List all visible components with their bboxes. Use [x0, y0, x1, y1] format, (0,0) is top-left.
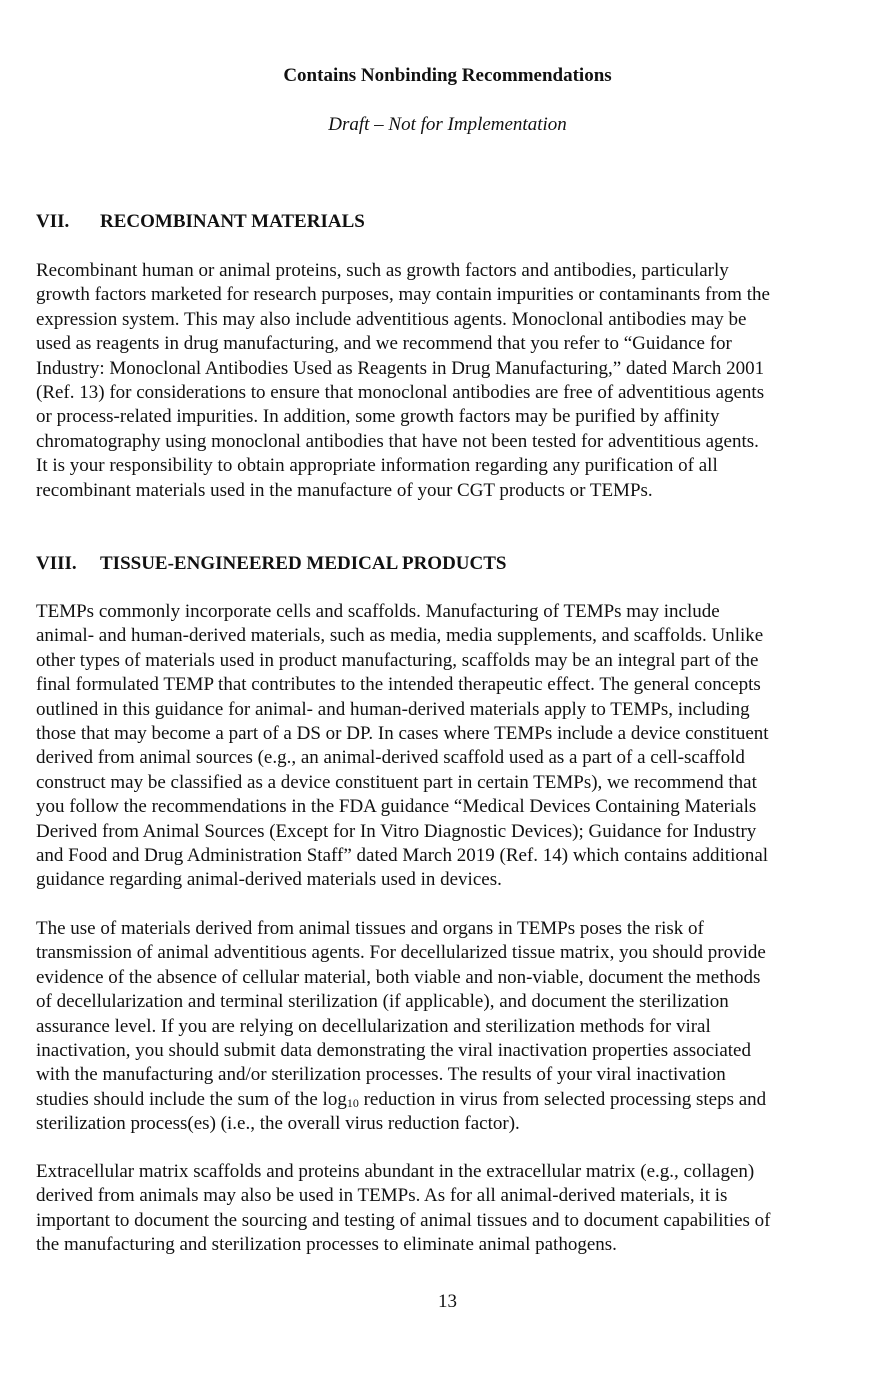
paragraph-recombinant-materials [36, 259, 770, 503]
paragraph-line: guidance regarding animal-derived materials used in devices. [36, 869, 502, 891]
paragraph-line: It is your responsibility to obtain appropriate information regarding any purification of all [36, 455, 718, 477]
page-number: 13 [438, 1291, 457, 1312]
paragraph-line: growth factors marketed for research purposes, may contain impurities or contaminants from the [36, 284, 770, 306]
paragraph-line: chromatography using monoclonal antibodies that have not been tested for adventitious agents. [36, 430, 759, 452]
paragraph-line: construct may be classified as a device constituent part in certain TEMPs), we recommend that [36, 771, 757, 793]
paragraph-line-log10 [36, 1088, 766, 1112]
paragraph-line: you follow the recommendations in the FDA guidance “Medical Devices Containing Materials [36, 796, 757, 818]
paragraph-line: animal- and human-derived materials, such as media, media supplements, and scaffolds. Unlike [36, 625, 764, 647]
paragraph-line: evidence of the absence of cellular material, both viable and non-viable, document the methods [36, 966, 761, 988]
paragraph-line: recombinant materials used in the manufacture of your CGT products or TEMPs. [36, 479, 653, 501]
paragraph-line: used as reagents in drug manufacturing, and we recommend that you refer to “Guidance for [36, 333, 732, 355]
paragraph-line: outlined in this guidance for animal- and human-derived materials apply to TEMPs, including [36, 698, 750, 720]
paragraph-line: sterilization process(es) (i.e., the overall virus reduction factor). [36, 1113, 520, 1135]
paragraph-extracellular-matrix [36, 1160, 771, 1258]
header-subtitle: Draft – Not for Implementation [328, 114, 567, 135]
log-line-after: reduction in virus from selected processing steps and [358, 1088, 767, 1110]
paragraph-line: TEMPs commonly incorporate cells and scaffolds. Manufacturing of TEMPs may include [36, 601, 720, 622]
paragraph-line: (Ref. 13) for considerations to ensure that monoclonal antibodies are free of adventitious agents [36, 381, 765, 403]
section-heading-vii [36, 210, 365, 234]
paragraph-line: other types of materials used in product manufacturing, scaffolds may be an integral part of the [36, 649, 759, 671]
paragraph-line: important to document the sourcing and testing of animal tissues and to document capabilities of [36, 1209, 771, 1231]
paragraph-line: derived from animals may also be used in TEMPs. As for all animal-derived materials, it is [36, 1185, 728, 1207]
paragraph-line: those that may become a part of a DS or DP. In cases where TEMPs include a device constituent [36, 722, 769, 744]
paragraph-line: or process-related impurities. In addition, some growth factors may be purified by affinity [36, 406, 720, 428]
section-title: TISSUE-ENGINEERED MEDICAL PRODUCTS [100, 553, 507, 574]
paragraph-line: assurance level. If you are relying on decellularization and sterilization methods for viral [36, 1015, 711, 1037]
section-number: VII. [36, 211, 70, 232]
paragraph-line: Recombinant human or animal proteins, such as growth factors and antibodies, particularly [36, 260, 729, 281]
paragraph-line: of decellularization and terminal sterilization (if applicable), and document the sterilization [36, 991, 729, 1013]
section-title: RECOMBINANT MATERIALS [100, 211, 365, 232]
header-title: Contains Nonbinding Recommendations [283, 65, 612, 86]
paragraph-adventitious-agents [36, 917, 766, 1137]
paragraph-line: final formulated TEMP that contributes to the intended therapeutic effect. The general concepts [36, 674, 761, 696]
paragraph-line: with the manufacturing and/or sterilization processes. The results of your viral inactivation [36, 1064, 726, 1086]
paragraph-line: The use of materials derived from animal tissues and organs in TEMPs poses the risk of [36, 918, 704, 939]
paragraph-line: inactivation, you should submit data demonstrating the viral inactivation properties associated [36, 1039, 751, 1061]
log-subscript: 10 [346, 1095, 359, 1110]
paragraph-line: the manufacturing and sterilization processes to eliminate animal pathogens. [36, 1234, 617, 1256]
paragraph-line: Extracellular matrix scaffolds and proteins abundant in the extracellular matrix (e.g., collagen) [36, 1161, 755, 1182]
section-number: VIII. [36, 553, 77, 574]
paragraph-line: expression system. This may also include adventitious agents. Monoclonal antibodies may be [36, 308, 747, 330]
paragraph-line: and Food and Drug Administration Staff” dated March 2019 (Ref. 14) which contains additional [36, 844, 769, 866]
log-line-before: studies should include the sum of the log [36, 1088, 347, 1110]
paragraph-temps-overview [36, 600, 769, 893]
section-heading-viii [36, 552, 506, 576]
paragraph-line: Derived from Animal Sources (Except for In Vitro Diagnostic Devices); Guidance for Industry [36, 820, 757, 842]
paragraph-line: transmission of animal adventitious agents. For decellularized tissue matrix, you should provide [36, 942, 766, 964]
paragraph-line: derived from animal sources (e.g., an animal-derived scaffold used as a part of a cell-scaffold [36, 747, 745, 769]
paragraph-line: Industry: Monoclonal Antibodies Used as Reagents in Drug Manufacturing,” dated March 2001 [36, 357, 765, 379]
